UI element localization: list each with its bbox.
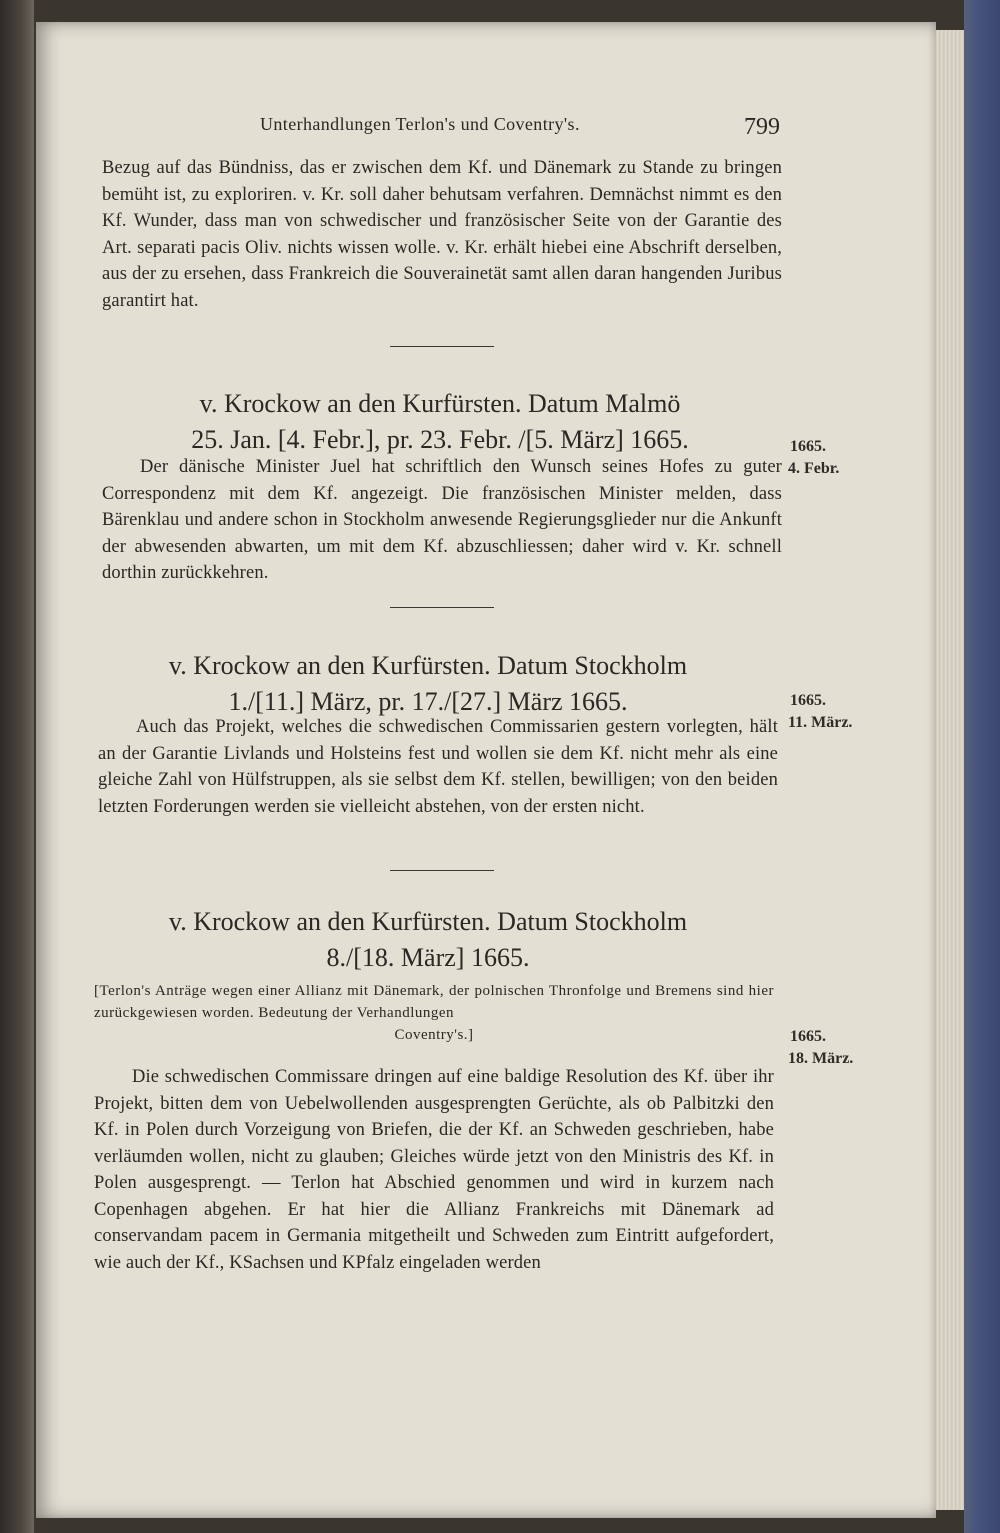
section-divider [390, 607, 494, 608]
page-number: 799 [744, 114, 780, 140]
section-3-heading-line-2: 8./[18. März] 1665. [326, 943, 530, 972]
section-2-heading-line-2: 1./[11.] März, pr. 17./[27.] März 1665. [228, 687, 628, 716]
section-3-summary [94, 980, 774, 1046]
section-1-margin-date [788, 436, 839, 480]
section-1-heading-line-2: 25. Jan. [4. Febr.], pr. 23. Febr. /[5. März] 1665. [191, 425, 689, 454]
section-2-heading-line-1: v. Krockow an den Kurfürsten. Datum Stockholm [168, 651, 688, 680]
running-head: Unterhandlungen Terlon's und Coventry's. [260, 114, 580, 134]
book-page [36, 22, 936, 1518]
section-3-body: Die schwedischen Commissare dringen auf eine baldige Resolution des Kf. über ihr Projekt, bitten dem von Uebelwollenden ausgesprengten Gerüchte, als ob Palbitzki den Kf. in Polen durch Vorzeigung von Briefen, die der Kf. an Schweden geschrieben, habe verläumden wollen, nicht zu glauben; Gleiches würde jetzt von den Ministris des Kf. in Polen ausgesprengt. — Terlon hat Abschied genommen und wird in kurzem nach Copenhagen abgehen. Er hat hier die Allianz Frankreichs mit Dänemark ad conservandam pacem in Germania mitgetheilt und Schweden zum Eintritt aufgefordert, wie auch der Kf., KSachsen und KPfalz eingeladen werden [94, 1067, 774, 1273]
section-2-body: Auch das Projekt, welches die schwedischen Commissarien gestern vorlegten, hält an der Garantie Livlands und Holsteins fest und wollen sie dem Kf. nicht mehr als eine gleiche Zahl von Hülfstruppen, als sie selbst dem Kf. stellen, bewilligen; von den beiden letzten Forderungen werden sie vielleicht abstehen, von der ersten nicht. [98, 717, 778, 817]
section-3-summary-end: Coventry's.] [394, 1027, 474, 1043]
section-3-heading-line-1: v. Krockow an den Kurfürsten. Datum Stockholm [168, 907, 688, 936]
section-divider [390, 346, 494, 347]
section-3-heading [88, 904, 768, 976]
book-cover-left [0, 0, 34, 1533]
section-1-heading [100, 386, 780, 458]
section-3-margin-date [788, 1026, 853, 1070]
section-3-margin-day: 18. März. [788, 1050, 854, 1067]
section-divider [390, 870, 494, 871]
section-1-heading-line-1: v. Krockow an den Kurfürsten. Datum Malmö [199, 389, 681, 418]
section-2-margin-date [788, 690, 852, 734]
section-3-margin-year: 1665. [790, 1028, 826, 1045]
section-2-heading [88, 648, 768, 720]
section-1-body: Der dänische Minister Juel hat schriftlich den Wunsch seines Hofes zu guter Correspondenz mit dem Kf. angezeigt. Die französischen Minister melden, dass Bärenklau und andere schon in Stockholm anwesende Regierungsglieder nur die Ankunft der abwesenden abwarten, um mit dem Kf. abzuschliessen; daher wird v. Kr. schnell dorthin zurückkehren. [102, 457, 782, 583]
section-1-margin-year: 1665. [790, 438, 826, 455]
intro-paragraph: Bezug auf das Bündniss, das er zwischen dem Kf. und Dänemark zu Stande zu bringen bemüht ist, zu exploriren. v. Kr. soll daher behutsam verfahren. Demnächst nimmt es den Kf. Wunder, dass man von schwedischer und französischer Seite von der Garantie des Art. separati pacis Oliv. nichts wissen wolle. v. Kr. erhält hiebei eine Abschrift derselben, aus der zu ersehen, dass Frankreich die Souverainetät samt allen daran hangenden Juribus garantirt hat. [102, 158, 782, 311]
section-2-margin-day: 11. März. [788, 714, 853, 731]
section-3-summary-text: [Terlon's Anträge wegen einer Allianz mit Dänemark, der polnischen Thronfolge und Bremens sind hier zurückgewiesen worden. Bedeutung der Verhandlungen [94, 983, 774, 1021]
book-cover-right [964, 0, 1000, 1533]
section-1-margin-day: 4. Febr. [788, 460, 840, 477]
section-2-margin-year: 1665. [790, 692, 826, 709]
